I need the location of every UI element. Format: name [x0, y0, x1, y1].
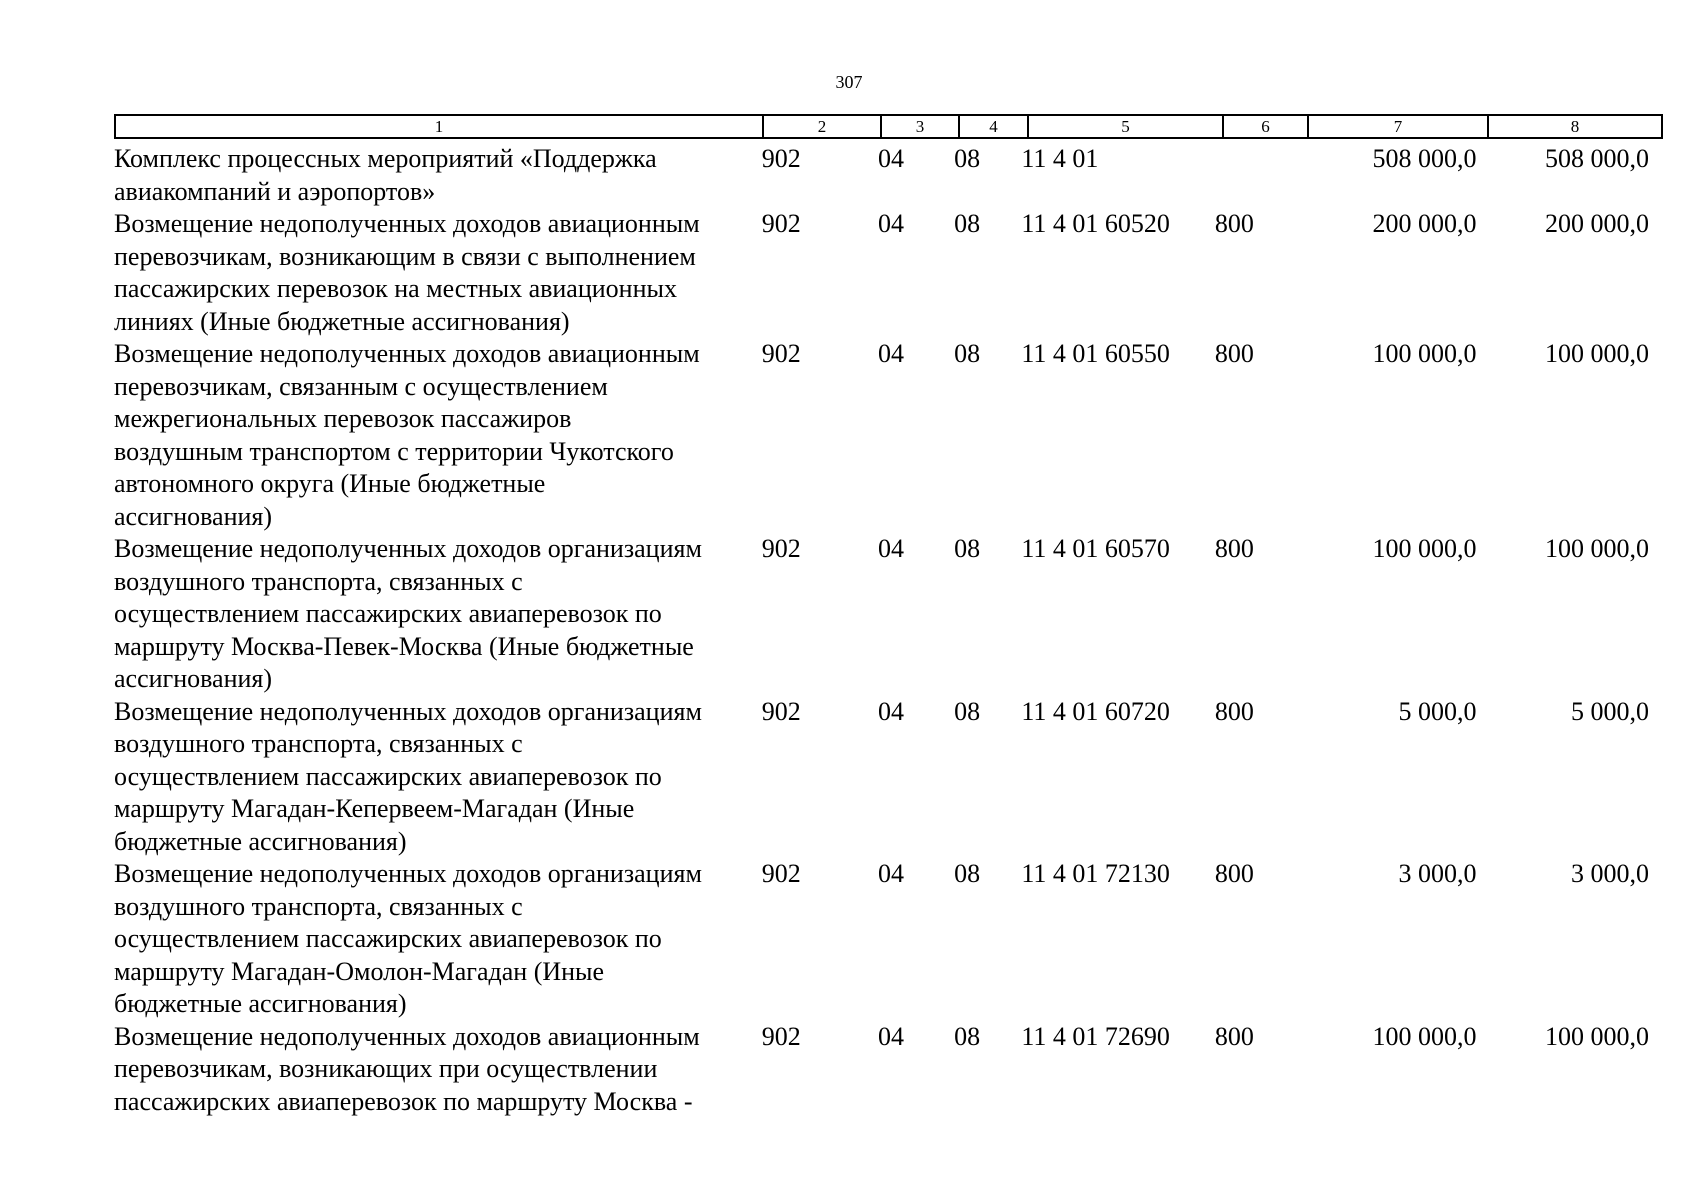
row-target-article: 11 4 01 60720	[1021, 696, 1170, 726]
row-amount-1: 100 000,0	[1372, 1021, 1477, 1051]
row-target-article: 11 4 01 72690	[1021, 1021, 1170, 1051]
row-section: 04	[877, 209, 904, 238]
row-subsection: 08	[954, 534, 981, 563]
header-col-5: 5	[1028, 115, 1223, 138]
row-amount-1: 3 000,0	[1398, 859, 1477, 888]
row-expense-type: 800	[1214, 534, 1254, 563]
row-ministry-code: 902	[761, 1021, 801, 1051]
table-row	[114, 143, 1649, 208]
header-col-3: 3	[881, 115, 959, 138]
row-ministry-code: 902	[761, 534, 801, 563]
header-col-6: 6	[1223, 115, 1308, 138]
row-ministry-code: 902	[761, 696, 801, 726]
row-amount-2: 5 000,0	[1571, 696, 1649, 726]
row-amount-1: 200 000,0	[1372, 209, 1477, 238]
row-description: Комплекс процессных мероприятий «Поддержка авиакомпаний и аэропортов»	[114, 144, 657, 206]
row-section: 04	[877, 696, 904, 726]
row-amount-2: 508 000,0	[1545, 144, 1649, 173]
row-ministry-code: 902	[761, 209, 801, 238]
row-expense-type	[1215, 143, 1298, 208]
row-target-article: 11 4 01 60570	[1021, 534, 1170, 563]
header-col-8: 8	[1488, 115, 1662, 138]
row-expense-type: 800	[1214, 1021, 1254, 1051]
table-row	[114, 696, 1649, 859]
row-amount-2: 3 000,0	[1571, 859, 1649, 888]
row-section: 04	[877, 859, 904, 888]
row-target-article: 11 4 01 72130	[1021, 859, 1170, 888]
row-section: 04	[877, 534, 904, 563]
header-col-4: 4	[959, 115, 1028, 138]
row-amount-1: 100 000,0	[1372, 534, 1477, 563]
row-target-article: 11 4 01 60550	[1021, 339, 1170, 368]
row-description: Возмещение недополученных доходов авиационным перевозчикам, возникающим в связи с выполнением пассажирских перевозок на местных авиационных линиях (Иные бюджетные ассигнования)	[114, 209, 700, 336]
row-subsection: 08	[954, 696, 981, 726]
row-subsection: 08	[954, 144, 981, 173]
row-description: Возмещение недополученных доходов авиационным перевозчикам, возникающих при осуществлении пассажирских авиаперевозок по маршруту Москва -	[114, 1021, 700, 1116]
header-row	[115, 115, 1662, 138]
row-ministry-code: 902	[761, 144, 801, 173]
table-row	[114, 208, 1649, 338]
row-expense-type: 800	[1214, 339, 1254, 368]
header-col-1: 1	[115, 115, 763, 138]
row-amount-2: 100 000,0	[1545, 1021, 1649, 1051]
table-row	[114, 533, 1649, 696]
row-subsection: 08	[954, 209, 981, 238]
row-description: Возмещение недополученных доходов авиационным перевозчикам, связанным с осуществлением межрегиональных перевозок пассажиров воздушным транспортом с территории Чукотского автономного округа (Иные бюджетные ассигнования)	[114, 339, 700, 531]
row-description: Возмещение недополученных доходов организациям воздушного транспорта, связанных с осуществлением пассажирских авиаперевозок по маршруту Магадан-Кепервеем-Магадан (Иные бюджетные ассигнования)	[114, 696, 702, 856]
row-expense-type: 800	[1214, 209, 1254, 238]
row-amount-1: 5 000,0	[1398, 696, 1477, 726]
row-amount-2: 100 000,0	[1545, 534, 1649, 563]
column-number-header	[114, 114, 1663, 139]
row-section: 04	[877, 1021, 904, 1051]
table-row	[114, 1021, 1649, 1119]
header-col-2: 2	[763, 115, 881, 138]
row-amount-2: 200 000,0	[1545, 209, 1649, 238]
row-expense-type: 800	[1214, 859, 1254, 888]
table-row	[114, 858, 1649, 1021]
row-subsection: 08	[954, 859, 981, 888]
row-section: 04	[877, 144, 904, 173]
row-subsection: 08	[954, 1021, 981, 1051]
page-number: 307	[835, 72, 863, 92]
row-subsection: 08	[954, 339, 981, 368]
row-amount-1: 100 000,0	[1372, 339, 1477, 368]
row-ministry-code: 902	[761, 859, 801, 888]
row-description: Возмещение недополученных доходов организациям воздушного транспорта, связанных с осуществлением пассажирских авиаперевозок по маршруту Москва-Певек-Москва (Иные бюджетные ассигнования)	[114, 534, 702, 693]
row-target-article: 11 4 01 60520	[1021, 209, 1170, 238]
row-amount-2: 100 000,0	[1545, 339, 1649, 368]
row-expense-type: 800	[1214, 696, 1254, 726]
row-ministry-code: 902	[761, 339, 801, 368]
table-row	[114, 338, 1649, 533]
row-amount-1: 508 000,0	[1372, 144, 1477, 173]
header-col-7: 7	[1308, 115, 1488, 138]
budget-table	[114, 143, 1649, 1118]
row-section: 04	[877, 339, 904, 368]
row-description: Возмещение недополученных доходов организациям воздушного транспорта, связанных с осуществлением пассажирских авиаперевозок по маршруту Магадан-Омолон-Магадан (Иные бюджетные ассигнования)	[114, 859, 702, 1018]
row-target-article: 11 4 01	[1021, 144, 1099, 173]
